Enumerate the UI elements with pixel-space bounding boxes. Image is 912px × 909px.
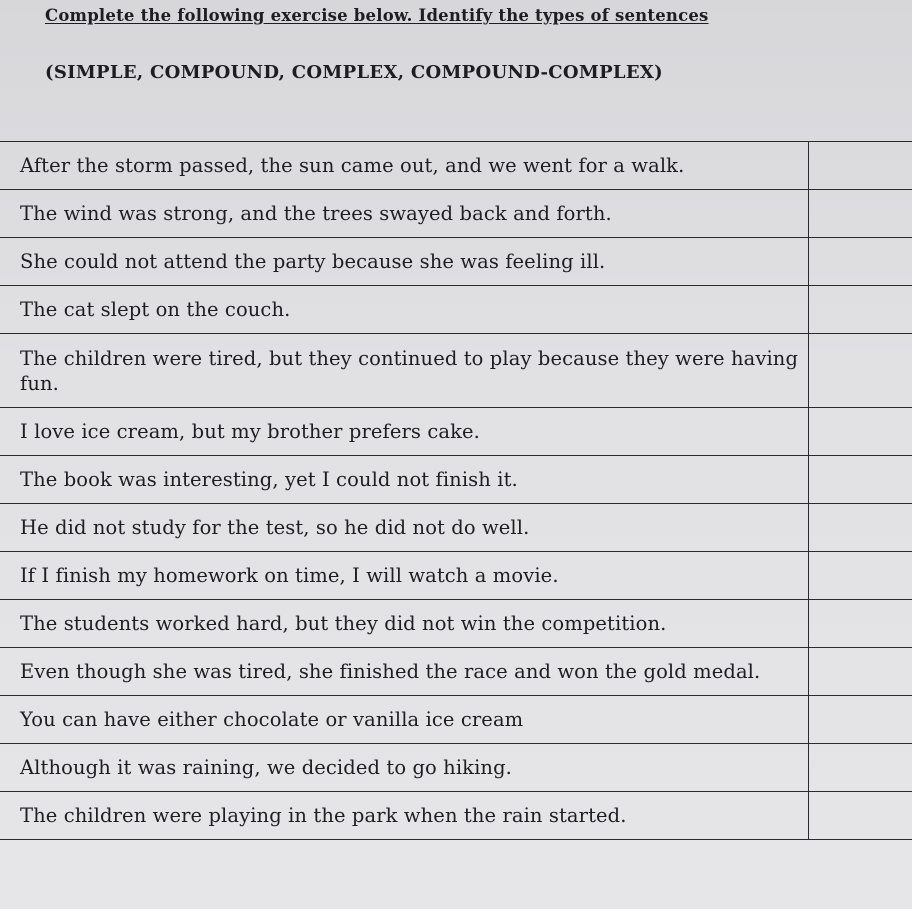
sentence-cell xyxy=(0,334,809,408)
answer-cell[interactable] xyxy=(809,744,912,792)
answer-cell[interactable] xyxy=(809,238,912,286)
answer-cell[interactable] xyxy=(809,792,912,840)
sentence-text: She could not attend the party because she was feeling ill. xyxy=(20,250,606,273)
answer-cell[interactable] xyxy=(809,648,912,696)
answer-input[interactable] xyxy=(809,207,912,224)
answer-input[interactable] xyxy=(809,761,912,778)
answer-input[interactable] xyxy=(809,617,912,634)
answer-input[interactable] xyxy=(809,569,912,586)
answer-cell[interactable] xyxy=(809,552,912,600)
table-row xyxy=(0,286,912,334)
answer-input[interactable] xyxy=(809,809,912,826)
table-row xyxy=(0,456,912,504)
sentence-cell xyxy=(0,286,809,334)
answer-input[interactable] xyxy=(809,665,912,682)
answer-input[interactable] xyxy=(809,255,912,272)
sentence-cell xyxy=(0,792,809,840)
sentence-cell xyxy=(0,648,809,696)
answer-input[interactable] xyxy=(809,521,912,538)
table-row xyxy=(0,504,912,552)
table-row xyxy=(0,552,912,600)
table-row xyxy=(0,696,912,744)
sentence-cell xyxy=(0,552,809,600)
table-row xyxy=(0,238,912,286)
table-row xyxy=(0,142,912,190)
answer-cell[interactable] xyxy=(809,504,912,552)
table-row xyxy=(0,792,912,840)
answer-input[interactable] xyxy=(809,159,912,176)
sentence-text: You can have either chocolate or vanilla ice cream xyxy=(20,708,524,731)
exercise-table xyxy=(0,141,912,840)
sentence-text: If I finish my homework on time, I will watch a movie. xyxy=(20,564,559,587)
sentence-text: The book was interesting, yet I could not finish it. xyxy=(20,468,518,491)
sentence-cell xyxy=(0,142,809,190)
answer-input[interactable] xyxy=(809,364,912,381)
instruction-heading: Complete the following exercise below. Identify the types of sentences xyxy=(45,6,709,25)
answer-cell[interactable] xyxy=(809,142,912,190)
sentence-types-list: (SIMPLE, COMPOUND, COMPLEX, COMPOUND-COMPLEX) xyxy=(45,62,663,83)
sentence-cell xyxy=(0,744,809,792)
sentence-text: Even though she was tired, she finished the race and won the gold medal. xyxy=(20,660,761,683)
answer-input[interactable] xyxy=(809,473,912,490)
table-row xyxy=(0,190,912,238)
answer-input[interactable] xyxy=(809,425,912,442)
sentence-text: The students worked hard, but they did not win the competition. xyxy=(20,612,667,635)
sentence-cell xyxy=(0,456,809,504)
sentence-cell xyxy=(0,408,809,456)
sentence-text: The cat slept on the couch. xyxy=(20,298,291,321)
sentence-text: Although it was raining, we decided to go hiking. xyxy=(20,756,512,779)
sentence-cell xyxy=(0,696,809,744)
table-row xyxy=(0,600,912,648)
answer-cell[interactable] xyxy=(809,600,912,648)
sentence-text: After the storm passed, the sun came out, and we went for a walk. xyxy=(20,154,685,177)
table-row xyxy=(0,408,912,456)
sentence-cell xyxy=(0,238,809,286)
answer-input[interactable] xyxy=(809,303,912,320)
answer-cell[interactable] xyxy=(809,190,912,238)
answer-cell[interactable] xyxy=(809,696,912,744)
answer-input[interactable] xyxy=(809,713,912,730)
answer-cell[interactable] xyxy=(809,286,912,334)
sentence-text: The children were tired, but they continued to play because they were having fun. xyxy=(20,346,799,395)
sentence-cell xyxy=(0,600,809,648)
answer-cell[interactable] xyxy=(809,456,912,504)
answer-cell[interactable] xyxy=(809,408,912,456)
sentence-text: The wind was strong, and the trees swayed back and forth. xyxy=(20,202,612,225)
answer-cell[interactable] xyxy=(809,334,912,408)
sentence-text: He did not study for the test, so he did not do well. xyxy=(20,516,530,539)
table-row xyxy=(0,334,912,408)
sentence-cell xyxy=(0,504,809,552)
sentence-text: The children were playing in the park when the rain started. xyxy=(20,804,627,827)
table-row xyxy=(0,744,912,792)
sentence-cell xyxy=(0,190,809,238)
sentence-text: I love ice cream, but my brother prefers cake. xyxy=(20,420,480,443)
table-row xyxy=(0,648,912,696)
